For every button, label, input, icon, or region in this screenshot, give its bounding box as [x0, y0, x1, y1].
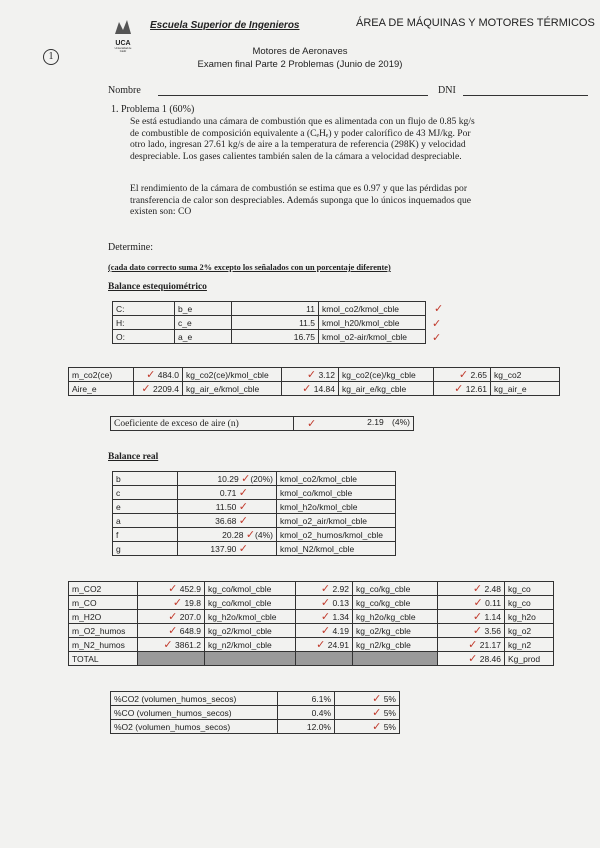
value: 12.61: [465, 384, 487, 394]
value: 2209.4: [153, 384, 179, 394]
determine-label: Determine:: [108, 242, 153, 253]
cell: [438, 610, 505, 624]
value: 19.8: [184, 598, 201, 608]
value: 648.9: [179, 626, 201, 636]
cell: e: [113, 500, 178, 514]
cell: Aire_e: [69, 382, 134, 396]
course-title: Motores de Aeronaves: [252, 46, 348, 57]
check-mark-icon: ✓: [163, 638, 173, 651]
cell: 12.0%: [278, 720, 335, 734]
excess-label: Coeficiente de exceso de aire (n): [111, 417, 294, 431]
cell: 11.5: [232, 316, 319, 330]
area-title: ÁREA DE MÁQUINAS Y MOTORES TÉRMICOS: [356, 17, 595, 29]
check-mark-icon: ✓: [468, 652, 478, 665]
check-mark-icon: ✓: [238, 486, 248, 499]
value: 2.19: [367, 417, 384, 427]
value: 0.71: [219, 488, 237, 498]
cell: [296, 652, 353, 666]
cell: [438, 624, 505, 638]
table-row: [69, 596, 554, 610]
check-mark-icon: ✓: [168, 624, 178, 637]
cell: kg_o2: [505, 624, 554, 638]
cell: [335, 692, 400, 706]
check-mark-icon: ✓: [454, 382, 464, 395]
cell: b: [113, 472, 178, 486]
real-balance-table: [112, 471, 396, 556]
cell: [335, 706, 400, 720]
cell: kg_co: [505, 582, 554, 596]
cell: kg_n2/kmol_cble: [205, 638, 296, 652]
cell: c: [113, 486, 178, 500]
p2-line: transferencia de calor son despreciables. Además suponga que lo únicos inquemados que: [130, 194, 472, 206]
table-row: [111, 720, 400, 734]
cell: kg_air_e: [491, 382, 560, 396]
value: 10.29: [217, 474, 239, 484]
table-row: [111, 692, 400, 706]
check-mark-icon: ✓: [320, 624, 331, 637]
table-row: [69, 624, 554, 638]
value: 11.50: [215, 502, 237, 512]
value: 484.0: [157, 370, 179, 380]
cell: [296, 638, 353, 652]
logo-text: UCA: [115, 40, 131, 47]
check-mark-icon: ✓: [468, 638, 478, 651]
cell: [296, 624, 353, 638]
value: 21.17: [479, 640, 501, 650]
cell: [138, 610, 205, 624]
cell: kg_co/kmol_cble: [205, 582, 296, 596]
value: 2.65: [470, 370, 487, 380]
total-label: TOTAL: [69, 652, 138, 666]
cell: m_H2O: [69, 610, 138, 624]
table-row: [113, 302, 426, 316]
check-mark-icon: ✓: [472, 582, 483, 595]
cell: kg_n2: [505, 638, 554, 652]
p2-line: existen son: CO: [130, 206, 192, 218]
grading-note: (cada dato correcto suma 2% excepto los señalados con un porcentaje diferente): [108, 263, 391, 272]
cell: kg_o2/kg_cble: [353, 624, 438, 638]
check-mark-icon: ✓: [245, 528, 256, 541]
cell: [296, 596, 353, 610]
cell: [138, 582, 205, 596]
cell: c_e: [175, 316, 232, 330]
cell: [438, 582, 505, 596]
check-mark-icon: ✓: [141, 382, 151, 395]
cell: m_O2_humos: [69, 624, 138, 638]
table-row: [113, 500, 396, 514]
cell: kmol_co2/kmol_cble: [277, 472, 396, 486]
cell: [178, 514, 277, 528]
page-number-text: 1: [48, 51, 54, 62]
p1-line: otro lado, ingresan 27.61 kg/s de aire a la temperatura de referencia (298K) y velocidad: [130, 139, 466, 151]
cell: [134, 382, 183, 396]
check-mark-icon: ✓: [432, 317, 442, 330]
table-row: [113, 528, 396, 542]
cell: [296, 610, 353, 624]
value: 20.28: [222, 530, 244, 540]
table-row: [113, 330, 426, 344]
cell: [138, 624, 205, 638]
value: 3.56: [484, 626, 501, 636]
cell: m_N2_humos: [69, 638, 138, 652]
stoich-mass-table: [68, 367, 560, 396]
table-row: [111, 417, 414, 431]
check-mark-icon: ✓: [372, 720, 382, 733]
value: 2.92: [332, 584, 349, 594]
cell: [296, 582, 353, 596]
cell: [138, 638, 205, 652]
cell: [353, 652, 438, 666]
cell: O:: [113, 330, 175, 344]
cell: C:: [113, 302, 175, 316]
cell: kmol_co2/kmol_cble: [319, 302, 426, 316]
value: 3.12: [318, 370, 335, 380]
cell: [134, 368, 183, 382]
cell: m_co2(ce): [69, 368, 134, 382]
value: 137.90: [210, 544, 237, 554]
table-row: [69, 610, 554, 624]
cell: kg_air_e/kg_cble: [339, 382, 434, 396]
stoich-table: [112, 301, 426, 344]
cell: %CO (volumen_humos_secos): [111, 706, 278, 720]
cell: 16.75: [232, 330, 319, 344]
cell: kg_n2/kg_cble: [353, 638, 438, 652]
cell: kg_co: [505, 596, 554, 610]
cell: kg_co/kg_cble: [353, 582, 438, 596]
value: 3861.2: [175, 640, 201, 650]
table-row: [111, 706, 400, 720]
problem-paragraph-2: [130, 183, 471, 218]
cell: [205, 652, 296, 666]
cell: kmol_o2-air/kmol_cble: [319, 330, 426, 344]
table-row: [69, 368, 560, 382]
cell: [138, 596, 205, 610]
table-row: [113, 316, 426, 330]
check-mark-icon: ✓: [320, 582, 331, 595]
value: 452.9: [179, 584, 201, 594]
crest-icon: [113, 18, 133, 36]
cell: [178, 472, 277, 486]
cell: [282, 382, 339, 396]
value: 14.84: [313, 384, 335, 394]
cell: kg_air_e/kmol_cble: [183, 382, 282, 396]
cell: %CO2 (volumen_humos_secos): [111, 692, 278, 706]
check-mark-icon: ✓: [434, 302, 444, 315]
check-mark-icon: ✓: [168, 610, 178, 623]
cell: m_CO2: [69, 582, 138, 596]
total-value: [438, 652, 505, 666]
total-row: [69, 652, 554, 666]
cell: kmol_h2o/kmol_cble: [277, 500, 396, 514]
cell: g: [113, 542, 178, 556]
check-mark-icon: ✓: [372, 706, 382, 719]
cell: [178, 542, 277, 556]
check-mark-icon: ✓: [316, 638, 326, 651]
check-mark-icon: ✓: [320, 610, 331, 623]
cell: [438, 596, 505, 610]
check-mark-icon: ✓: [306, 368, 317, 381]
cell: kmol_o2_humos/kmol_cble: [277, 528, 396, 542]
cell: kg_co/kg_cble: [353, 596, 438, 610]
value: 36.68: [215, 516, 237, 526]
cell: kmol_N2/kmol_cble: [277, 542, 396, 556]
cell: m_CO: [69, 596, 138, 610]
check-mark-icon: ✓: [473, 596, 483, 609]
check-mark-icon: ✓: [238, 514, 248, 527]
cell: [335, 720, 400, 734]
table-row: [113, 486, 396, 500]
cell: [434, 368, 491, 382]
check-mark-icon: ✓: [320, 596, 331, 609]
cell: 6.1%: [278, 692, 335, 706]
dni-line: [463, 95, 588, 96]
p1-line: Se está estudiando una cámara de combustión que es alimentada con un flujo de 0.85 kg/s: [130, 116, 475, 127]
check-mark-icon: ✓: [238, 542, 248, 555]
cell: kmol_h20/kmol_cble: [319, 316, 426, 330]
cell: [434, 382, 491, 396]
cell: a_e: [175, 330, 232, 344]
cell: 11: [232, 302, 319, 316]
table-row: [113, 514, 396, 528]
check-mark-icon: ✓: [458, 368, 469, 381]
cell: [178, 486, 277, 500]
check-mark-icon: ✓: [472, 610, 483, 623]
cell: kg_o2/kmol_cble: [205, 624, 296, 638]
value: 207.0: [179, 612, 201, 622]
weight: 5%: [383, 708, 396, 718]
value: 24.91: [327, 640, 349, 650]
check-mark-icon: ✓: [472, 624, 483, 637]
excess-value: [294, 417, 414, 431]
check-mark-icon: ✓: [146, 368, 156, 381]
value: 0.13: [332, 598, 349, 608]
name-field[interactable]: [108, 85, 588, 96]
school-name: Escuela Superior de Ingenieros: [150, 20, 300, 31]
check-mark-icon: ✓: [168, 582, 178, 595]
check-mark-icon: ✓: [238, 500, 248, 513]
cell: [438, 638, 505, 652]
weight: (4%): [392, 417, 410, 427]
real-heading: Balance real: [108, 452, 159, 462]
problem-paragraph-1: [130, 116, 475, 162]
weight: 5%: [383, 694, 396, 704]
exam-title: Examen final Parte 2 Problemas (Junio de 2019): [197, 59, 403, 70]
cell: [282, 368, 339, 382]
value: 2.48: [484, 584, 501, 594]
table-row: [69, 582, 554, 596]
composition-table: [110, 691, 400, 734]
check-mark-icon: ✓: [302, 382, 312, 395]
total-unit: Kg_prod: [505, 652, 554, 666]
check-mark-icon: ✓: [307, 417, 317, 430]
cell: a: [113, 514, 178, 528]
table-row: [113, 472, 396, 486]
cell: kg_h2o/kg_cble: [353, 610, 438, 624]
weight: (20%): [250, 474, 273, 484]
dni-label: DNI: [438, 85, 456, 96]
name-label: Nombre: [108, 85, 141, 96]
table-row: [69, 382, 560, 396]
check-mark-icon: ✓: [172, 596, 183, 609]
cell: kg_co2(ce)/kmol_cble: [183, 368, 282, 382]
value: 28.46: [479, 654, 501, 664]
logo-subtext: Universidad de Cádiz: [114, 47, 132, 53]
cell: kmol_co/kmol_cble: [277, 486, 396, 500]
value: 1.34: [332, 612, 349, 622]
table-row: [69, 638, 554, 652]
check-mark-icon: ✓: [372, 692, 382, 705]
cell: kg_h2o: [505, 610, 554, 624]
problem-title: 1. Problema 1 (60%): [111, 104, 195, 115]
cell: %O2 (volumen_humos_secos): [111, 720, 278, 734]
mass-table: [68, 581, 554, 666]
weight: 5%: [383, 722, 396, 732]
cell: kmol_o2_air/kmol_cble: [277, 514, 396, 528]
cell: 0.4%: [278, 706, 335, 720]
cell: [178, 500, 277, 514]
check-mark-icon: ✓: [432, 331, 442, 344]
cell: f: [113, 528, 178, 542]
value: 0.11: [485, 598, 501, 608]
value: 1.14: [484, 612, 501, 622]
cell: [178, 528, 277, 542]
excess-air-table: [110, 416, 414, 431]
p1-line: de combustible de composición equivalente a (CₑHₑ) y poder calorífico de 43 MJ/kg. Por: [130, 127, 471, 139]
p2-line: El rendimiento de la cámara de combustión se estima que es 0.97 y que las pérdidas por: [130, 183, 468, 194]
cell: kg_co2(ce)/kg_cble: [339, 368, 434, 382]
stoich-heading: Balance estequiométrico: [108, 282, 207, 292]
cell: kg_co2: [491, 368, 560, 382]
check-mark-icon: ✓: [241, 472, 251, 485]
value: 4.19: [332, 626, 349, 636]
cell: kg_h2o/kmol_cble: [205, 610, 296, 624]
name-line: [158, 95, 428, 96]
table-row: [113, 542, 396, 556]
p1-line: despreciable. Los gases calientes también salen de la cámara a velocidad despreciable.: [130, 150, 462, 162]
cell: kg_co/kmol_cble: [205, 596, 296, 610]
cell: b_e: [175, 302, 232, 316]
cell: [138, 652, 205, 666]
weight: (4%): [255, 530, 273, 540]
cell: H:: [113, 316, 175, 330]
